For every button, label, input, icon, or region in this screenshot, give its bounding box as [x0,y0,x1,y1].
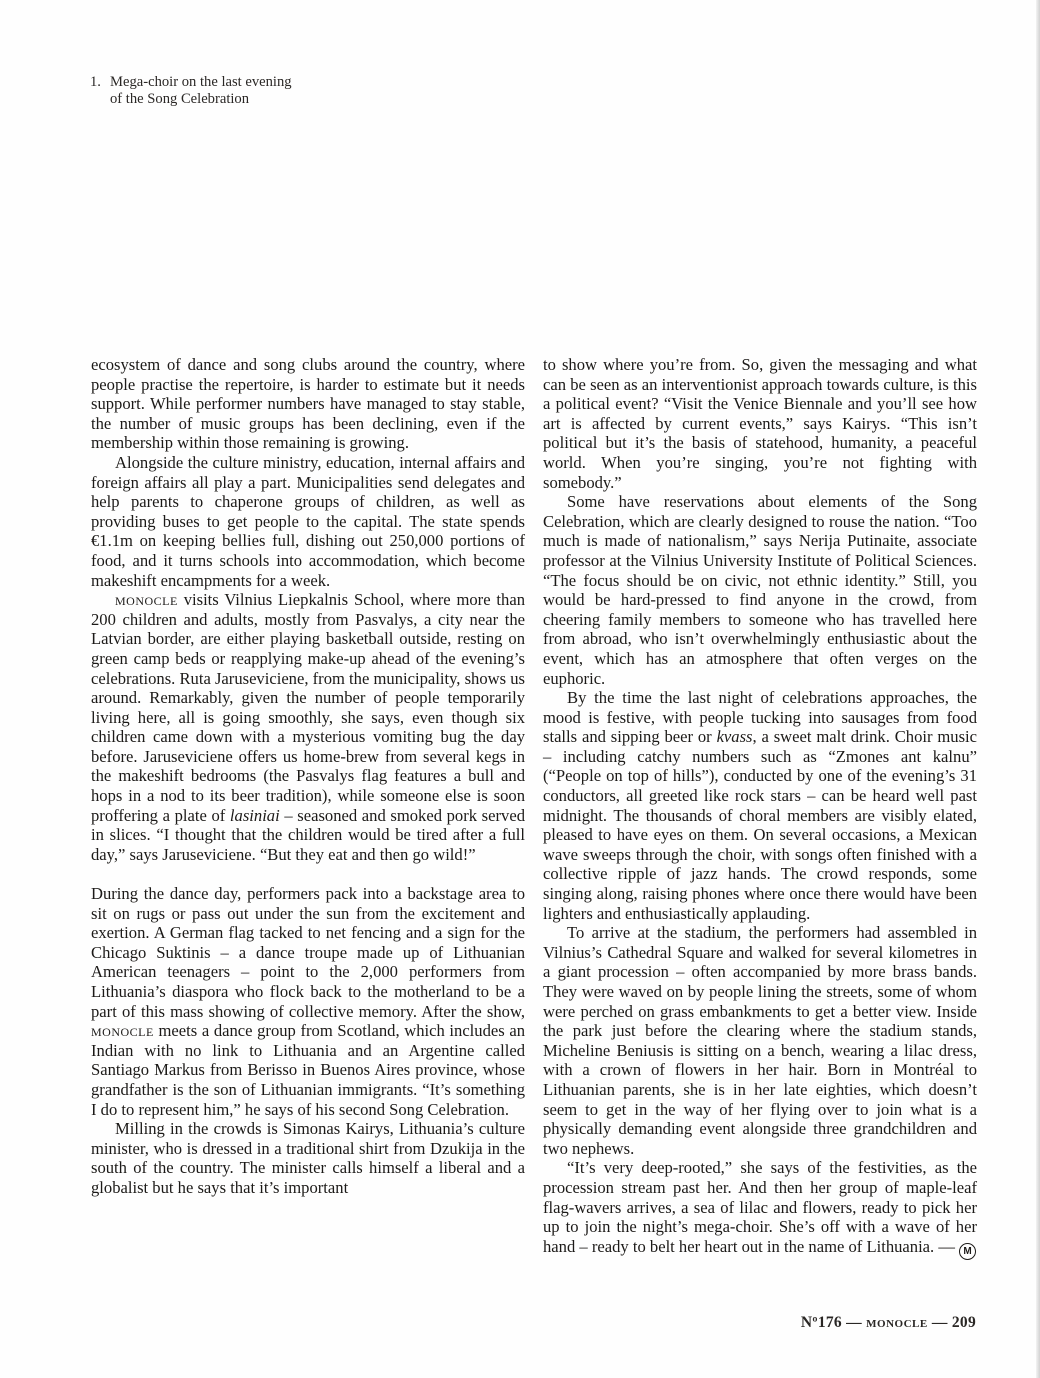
paragraph: Alongside the culture ministry, education, internal affairs and foreign affairs all play a part. Municipalities send delegates and help parents to chaperone groups of children, as well as providing buses to get people to the capital. The state spends €1.1m on keeping bellies full, dishing out 250,000 portions of food, and it turns schools into accommodation, which become makeshift encampments for a week. [91,452,525,590]
page-gutter-shadow [1036,0,1040,1378]
issue-number: Nº176 [800,1314,842,1331]
brand-name: monocle [115,590,178,610]
brand-name: monocle [91,1021,154,1041]
paragraph: By the time the last night of celebrations approaches, the mood is festive, with people tucking into sausages from food stalls and sipping beer or kvass, a sweet malt drink. Choir music – including catchy numbers such as “Zmones ant kalnu” (“People on top of hills”), conducted by one of the evening’s 31 conductors, all greeted like rock stars – can be heard well past midnight. The thousands of choral members are visibly elated, pleased to have eyes on them. On several occasions, a Mexican wave sweeps through the choir, with songs often finished with a collective ripple of jazz hands. The crowd responds, some singing along, raising phones where once there would have been lighters and enthusiastically applauding. [543,688,977,923]
article-column-left [91,355,525,1198]
paragraph: “It’s very deep-rooted,” she says of the festivities, as the procession stream past her. And then her group of maple-leaf flag-wavers arrives, a sea of lilac and flowers, ready to pick her up to join the night’s mega-choir. She’s off with a wave of her hand – ready to belt her heart out in the name of Lithuania. — M [543,1158,977,1259]
paragraph: monocle visits Vilnius Liepkalnis School, where more than 200 children and adults, mostly from Pasvalys, a city near the Latvian border, are either playing basketball outside, resting on green camp beds or reapplying make-up ahead of the evening’s celebrations. Ruta Jaruseviciene, from the municipality, shows us around. Remarkably, given the number of people temporarily living here, all is going smoothly, she says, even though six children came down with a mysterious vomiting bug the day before. Jaruseviciene offers us home-brew from several kegs in the makeshift bedrooms (the Pasvalys flag features a bull and hops in a nod to its beer tradition), while someone else is soon proffering a plate of lasiniai – seasoned and smoked pork served in slices. “I thought that the children would be tired after a full day,” says Jaruseviciene. “But they eat and then go wild!” [91,590,525,864]
caption-number: 1. [90,74,101,90]
article-column-right [543,355,977,1260]
paragraph: Milling in the crowds is Simonas Kairys, Lithuania’s culture minister, who is dressed in a traditional shirt from Dzukija in the south of the country. The minister calls himself a liberal and a globalist but he says that it’s important [91,1119,525,1197]
paragraph: to show where you’re from. So, given the messaging and what can be seen as an interventionist approach towards culture, is this a political event? “Visit the Venice Biennale and you’ll see how art is affected by current events,” says Kairys. “This isn’t political but it’s the basis of statehood, humanity, a peaceful world. When you’re singing, you’re not fighting with somebody.” [543,355,977,492]
paragraph: During the dance day, performers pack into a backstage area to sit on rugs or pass out under the sun from the excitement and exertion. A German flag tacked to net fencing and a sign for the Chicago Suktinis – a dance troupe made up of Lithuanian American teenagers – point to the 2,000 performers from Lithuania’s diaspora who flock back to the motherland to be a part of this mass showing of collective memory. After the show, monocle meets a dance group from Scotland, which includes an Indian with no link to Lithuania and an Argentine called Santiago Markus from Berisso in Buenos Aires province, whose grandfather is the son of Lithuanian immigrants. “It’s something I do to represent him,” he says of his second Song Celebration. [91,884,525,1119]
italic-term: lasiniai [229,805,280,825]
caption-line-1: Mega-choir on the last evening [110,74,292,90]
paragraph: To arrive at the stadium, the performers had assembled in Vilnius’s Cathedral Square and walked for several kilometres in a giant procession – often accompanied by more brass bands. They were waved on by people lining the streets, some of whom were perched on grass embankments to get a better view. Inside the park just before the clearing where the stadium stands, Micheline Beniusis is sitting on a bench, wearing a lilac dress, with a crown of flowers in her hair. Born in Montréal to Lithuanian parents, she is in her late eighties, which doesn’t seem to get in the way of her flying over to join what is a physically demanding event alongside three grandchildren and two nephews. [543,923,977,1158]
italic-term: kvass [716,727,753,747]
caption-line-2: of the Song Celebration [110,91,250,107]
page-number: 209 [951,1314,976,1331]
paragraph: ecosystem of dance and song clubs around the country, where people practise the repertoire, is harder to estimate but it needs support. While performer numbers have managed to stay stable, the number of music groups has been declining, even if the membership within those remaining is growing. [91,355,525,453]
folio-brand: monocle [866,1314,928,1331]
photo-caption [90,74,350,108]
page-folio: Nº176 — monocle — 209 [800,1314,976,1331]
monocle-end-mark-icon: M [959,1243,976,1260]
paragraph: Some have reservations about elements of the Song Celebration, which are clearly designed to rouse the nation. “Too much is made of nationalism,” says Nerija Putinaite, associate professor at the Vilnius University Institute of Political Sciences. “The focus should be on civic, not ethnic identity.” Still, you would be hard-pressed to find anyone in the crowd, from cheering family members to someone who has travelled here from abroad, who isn’t overwhelmingly enthusiastic about the event, which has an atmosphere that often verges on the euphoric. [543,492,977,688]
